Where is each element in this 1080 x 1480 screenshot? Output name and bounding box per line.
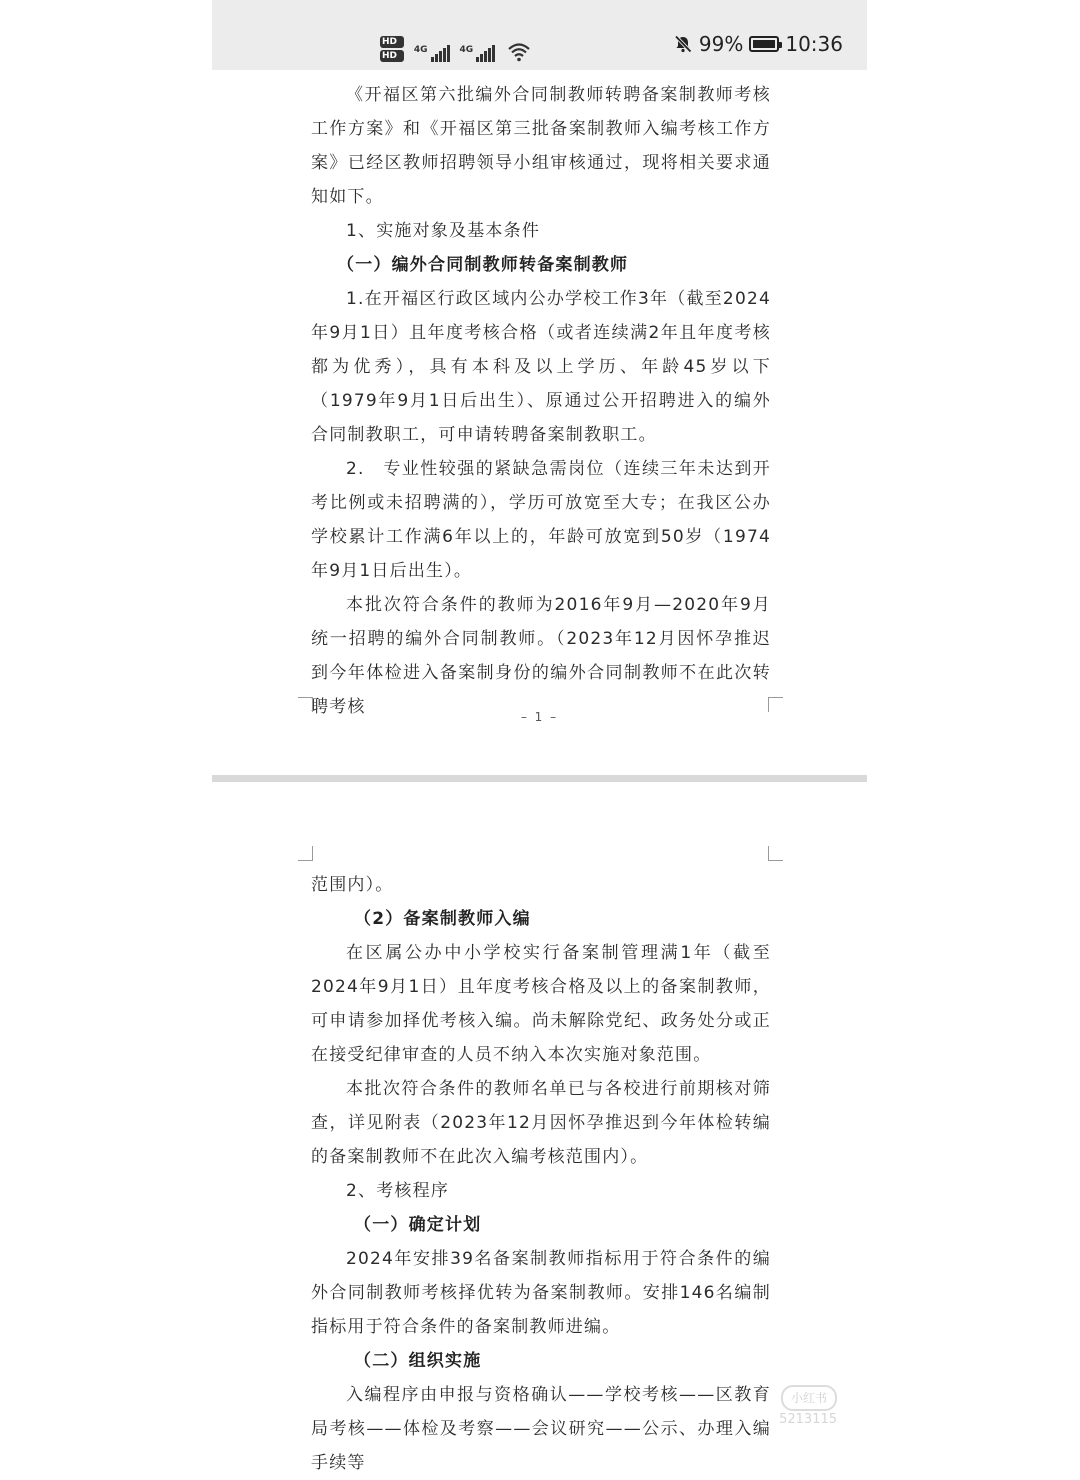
watermark-id: 5213115 xyxy=(779,1412,837,1427)
subsection-heading: （2）备案制教师入编 xyxy=(354,909,531,929)
document-page-1[interactable] xyxy=(212,70,867,775)
signal-icon: 4G xyxy=(414,45,450,62)
battery-percent: 99% xyxy=(698,32,744,56)
status-right xyxy=(673,32,843,56)
paragraph: 本批次符合条件的教师名单已与各校进行前期核对筛查，详见附表（2023年12月因怀孕推迟到今年体检转编的备案制教师不在此次入编考核范围内）。 xyxy=(311,1079,771,1167)
section-heading: 2、考核程序 xyxy=(346,1181,450,1201)
signal-icon: 4G xyxy=(460,45,496,62)
subsection-heading: （一）确定计划 xyxy=(354,1215,482,1235)
document-page-2[interactable] xyxy=(212,782,867,1473)
paragraph: 本批次符合条件的教师为2016年9月—2020年9月统一招聘的编外合同制教师。（2023年12月因怀孕推迟到今年体检进入备案制身份的编外合同制教师不在此次转聘考核 xyxy=(311,595,771,717)
page-separator xyxy=(212,775,867,782)
phone-screen xyxy=(212,0,867,1473)
paragraph: 在区属公办中小学校实行备案制管理满1年（截至2024年9月1日）且年度考核合格及以上的备案制教师，可申请参加择优考核入编。尚未解除党纪、政务处分或正在接受纪律审查的人员不纳入本次实施对象范围。 xyxy=(311,943,771,1065)
subsection-heading: （一）编外合同制教师转备案制教师 xyxy=(337,255,629,275)
paragraph: 《开福区第六批编外合同制教师转聘备案制教师考核工作方案》和《开福区第三批备案制教师入编考核工作方案》已经区教师招聘领导小组审核通过，现将相关要求通知如下。 xyxy=(311,85,771,207)
clock: 10:36 xyxy=(785,32,843,56)
wifi-icon xyxy=(507,42,531,62)
mute-icon xyxy=(673,34,693,54)
page-number: – 1 – xyxy=(520,710,559,724)
page-1-body xyxy=(311,78,771,724)
paragraph: 范围内）。 xyxy=(311,875,394,895)
subsection-heading: （二）组织实施 xyxy=(354,1351,482,1371)
paragraph: 2024年安排39名备案制教师指标用于符合条件的编外合同制教师考核择优转为备案制教师。安排146名编制指标用于符合条件的备案制教师进编。 xyxy=(311,1249,771,1337)
page-corner-mark xyxy=(768,846,783,861)
section-heading: 1、实施对象及基本条件 xyxy=(346,221,541,241)
page-corner-mark xyxy=(298,846,313,861)
battery-fill xyxy=(753,40,775,48)
watermark-badge: 小红书 xyxy=(781,1385,837,1411)
page-2-body xyxy=(311,868,771,1480)
paragraph: 入编程序由申报与资格确认——学校考核——区教育局考核——体检及考察——会议研究——公示、办理入编手续等 xyxy=(311,1385,771,1473)
paragraph: 1.在开福区行政区域内公办学校工作3年（截至2024年9月1日）且年度考核合格（或者连续满2年且年度考核都为优秀），具有本科及以上学历、年龄45岁以下（1979年9月1日后出生）、原通过公开招聘进入的编外合同制教职工，可申请转聘备案制教职工。 xyxy=(311,289,771,445)
status-bar xyxy=(212,0,867,70)
watermark xyxy=(779,1385,837,1429)
battery-icon xyxy=(749,36,779,52)
hd-icon: $HD_1$ $HD_2$ xyxy=(382,37,402,63)
status-left xyxy=(380,26,531,62)
paragraph: 2. 专业性较强的紧缺急需岗位（连续三年未达到开考比例或未招聘满的），学历可放宽至大专；在我区公办学校累计工作满6年以上的，年龄可放宽到50岁（1974年9月1日后出生）。 xyxy=(311,459,771,581)
